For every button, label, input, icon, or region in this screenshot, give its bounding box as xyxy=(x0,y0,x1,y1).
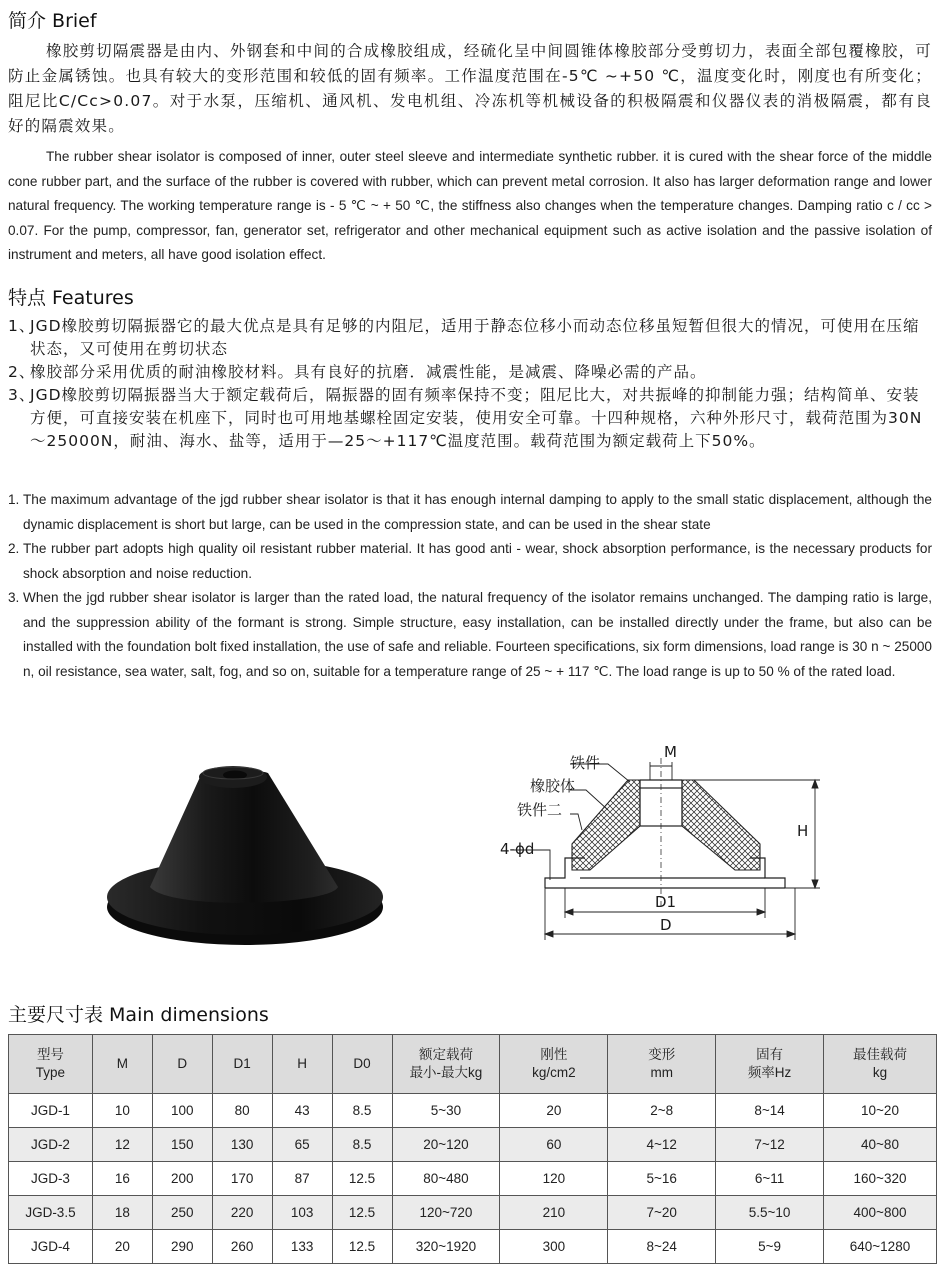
table-row xyxy=(9,1196,937,1230)
table-cell: 120~720 xyxy=(392,1196,500,1230)
table-cell: 10 xyxy=(92,1094,152,1128)
col-deformation: 变形 mm xyxy=(608,1035,716,1094)
col-d1: D1 xyxy=(212,1035,272,1094)
table-cell: 20 xyxy=(92,1230,152,1264)
table-row xyxy=(9,1230,937,1264)
table-cell: 200 xyxy=(152,1162,212,1196)
brief-heading: 简介 Brief xyxy=(8,10,97,32)
table-cell: JGD-3.5 xyxy=(9,1196,93,1230)
col-h: H xyxy=(272,1035,332,1094)
table-cell: 12 xyxy=(92,1128,152,1162)
table-cell: 8~14 xyxy=(716,1094,824,1128)
table-cell: 150 xyxy=(152,1128,212,1162)
table-cell: 40~80 xyxy=(824,1128,937,1162)
features-en-list xyxy=(8,488,932,684)
features-en-item-2: 2. The rubber part adopts high quality oil resistant rubber material. It has good anti - wear, shock absorption performance, is the necessary products for shock absorption and noise reduction. xyxy=(8,541,932,581)
table-cell: 103 xyxy=(272,1196,332,1230)
table-cell: 12.5 xyxy=(332,1162,392,1196)
table-cell: 130 xyxy=(212,1128,272,1162)
table-cell: 60 xyxy=(500,1128,608,1162)
col-natural-frequency: 固有 频率Hz xyxy=(716,1035,824,1094)
table-cell: 20~120 xyxy=(392,1128,500,1162)
table-cell: 7~20 xyxy=(608,1196,716,1230)
label-m: M xyxy=(664,743,677,761)
table-header-row xyxy=(9,1035,937,1094)
features-zh-list xyxy=(8,315,932,453)
table-row xyxy=(9,1162,937,1196)
table-cell: 8.5 xyxy=(332,1128,392,1162)
table-cell: JGD-3 xyxy=(9,1162,93,1196)
table-row xyxy=(9,1094,937,1128)
label-holes: 4-ϕd xyxy=(500,840,535,858)
table-cell: 18 xyxy=(92,1196,152,1230)
table-cell: 160~320 xyxy=(824,1162,937,1196)
table-cell: 43 xyxy=(272,1094,332,1128)
table-cell: 12.5 xyxy=(332,1230,392,1264)
label-d1: D1 xyxy=(655,893,677,911)
table-cell: 5~16 xyxy=(608,1162,716,1196)
table-cell: 210 xyxy=(500,1196,608,1230)
col-best-load: 最佳载荷 kg xyxy=(824,1035,937,1094)
features-zh-item-3: 3、 JGD橡胶剪切隔振器当大于额定载荷后，隔振器的固有频率保持不变；阻尼比大，对共振峰的抑制能力强；结构简单、安装方便，可直接安装在机座下，同时也可用地基螺栓固定安装，使用安全可靠。十四种规格，六种外形尺寸，载荷范围为30N～25000N，耐油、海水、盐等，适用于—25～+117℃温度范围。载荷范围为额定载荷上下50%。 xyxy=(8,386,923,450)
table-cell: 8~24 xyxy=(608,1230,716,1264)
table-cell: 8.5 xyxy=(332,1094,392,1128)
features-zh-item-1: 1、 JGD橡胶剪切隔振器它的最大优点是具有足够的内阻尼，适用于静态位移小而动态位移虽短暂但很大的情况，可使用在压缩状态，又可使用在剪切状态 xyxy=(8,317,920,358)
table-cell: 120 xyxy=(500,1162,608,1196)
dimensions-table xyxy=(8,1034,937,1264)
table-cell: 80 xyxy=(212,1094,272,1128)
table-cell: 16 xyxy=(92,1162,152,1196)
label-d: D xyxy=(660,916,672,934)
table-cell: 640~1280 xyxy=(824,1230,937,1264)
table-cell: 100 xyxy=(152,1094,212,1128)
table-cell: 320~1920 xyxy=(392,1230,500,1264)
table-cell: JGD-2 xyxy=(9,1128,93,1162)
isolator-photo-icon xyxy=(107,766,383,945)
label-rubber-body: 橡胶体 xyxy=(530,777,576,795)
product-photo xyxy=(100,755,400,950)
brief-en-paragraph: The rubber shear isolator is composed of inner, outer steel sleeve and intermediate synthetic rubber. it is cured with the shear force of the middle cone rubber part, and the surface of the rubber is covered with rubber, which can prevent metal corrosion. It also has larger deformation range and lower natural frequency. The working temperature range is - 5 ℃ ~ + 50 ℃, the stiffness also changes when the temperature changes. Damping ratio c / cc > 0.07. For the pump, compressor, fan, generator set, refrigerator and other mechanical equipment such as active isolation and the passive isolation of instrument and meters, all have good isolation effect. xyxy=(8,149,932,263)
table-cell: 87 xyxy=(272,1162,332,1196)
brief-zh-paragraph: 橡胶剪切隔震器是由内、外钢套和中间的合成橡胶组成，经硫化呈中间圆锥体橡胶部分受剪切力，表面全部包覆橡胶，可防止金属锈蚀。也具有较大的变形范围和较低的固有频率。工作温度范围在-5℃ ~+50 ℃，温度变化时，刚度也有所变化；阻尼比C/Cc>0.07。对于水泵，压缩机、通风机、发电机组、冷冻机等机械设备的积极隔震和仪器仪表的消极隔震，都有良好的隔震效果。 xyxy=(8,42,932,135)
table-cell: 4~12 xyxy=(608,1128,716,1162)
table-cell: 300 xyxy=(500,1230,608,1264)
table-cell: 10~20 xyxy=(824,1094,937,1128)
table-cell: JGD-4 xyxy=(9,1230,93,1264)
table-cell: 2~8 xyxy=(608,1094,716,1128)
table-cell: 20 xyxy=(500,1094,608,1128)
table-cell: 220 xyxy=(212,1196,272,1230)
col-rated-load: 额定载荷 最小-最大kg xyxy=(392,1035,500,1094)
label-iron-part-2: 铁件二 xyxy=(517,801,563,819)
table-cell: 12.5 xyxy=(332,1196,392,1230)
col-m: M xyxy=(92,1035,152,1094)
col-d0: D0 xyxy=(332,1035,392,1094)
features-heading: 特点 Features xyxy=(8,287,134,309)
table-cell: 250 xyxy=(152,1196,212,1230)
label-h: H xyxy=(797,822,809,840)
table-cell: 400~800 xyxy=(824,1196,937,1230)
table-cell: 65 xyxy=(272,1128,332,1162)
table-cell: 290 xyxy=(152,1230,212,1264)
table-cell: 80~480 xyxy=(392,1162,500,1196)
table-cell: 6~11 xyxy=(716,1162,824,1196)
table-cell: 170 xyxy=(212,1162,272,1196)
label-iron-part-1: 铁件 xyxy=(570,754,601,772)
table-cell: 5~9 xyxy=(716,1230,824,1264)
table-row xyxy=(9,1128,937,1162)
table-cell: 7~12 xyxy=(716,1128,824,1162)
table-cell: 5~30 xyxy=(392,1094,500,1128)
col-type: 型号 Type xyxy=(9,1035,93,1094)
col-stiffness: 刚性 kg/cm2 xyxy=(500,1035,608,1094)
dimensions-heading: 主要尺寸表 Main dimensions xyxy=(8,1004,269,1026)
features-en-item-1: 1. The maximum advantage of the jgd rubber shear isolator is that it has enough internal damping to apply to the small static displacement, although the dynamic displacement is short but large, can be used in the compression state, and can be used in the shear state xyxy=(8,492,932,532)
features-en-item-3: 3. When the jgd rubber shear isolator is larger than the rated load, the natural frequency of the isolator remains unchanged. The damping ratio is large, and the suppression ability of the formant is strong. Simple structure, easy installation, can be installed directly under the frame, but also can be installed with the foundation bolt fixed installation, the use of safe and reliable. Fourteen specifications, six form dimensions, load range is 30 n ~ 25000 n, oil resistance, sea water, salt, fog, and so on, suitable for a temperature range of 25 ~ + 117 ℃. The load range is up to 50 % of the rated load. xyxy=(8,590,932,679)
features-zh-item-2: 2、 橡胶部分采用优质的耐油橡胶材料。具有良好的抗磨．减震性能，是减震、降噪必需的产品。 xyxy=(8,363,707,381)
table-cell: 133 xyxy=(272,1230,332,1264)
table-cell: JGD-1 xyxy=(9,1094,93,1128)
table-cell: 260 xyxy=(212,1230,272,1264)
col-d: D xyxy=(152,1035,212,1094)
table-cell: 5.5~10 xyxy=(716,1196,824,1230)
